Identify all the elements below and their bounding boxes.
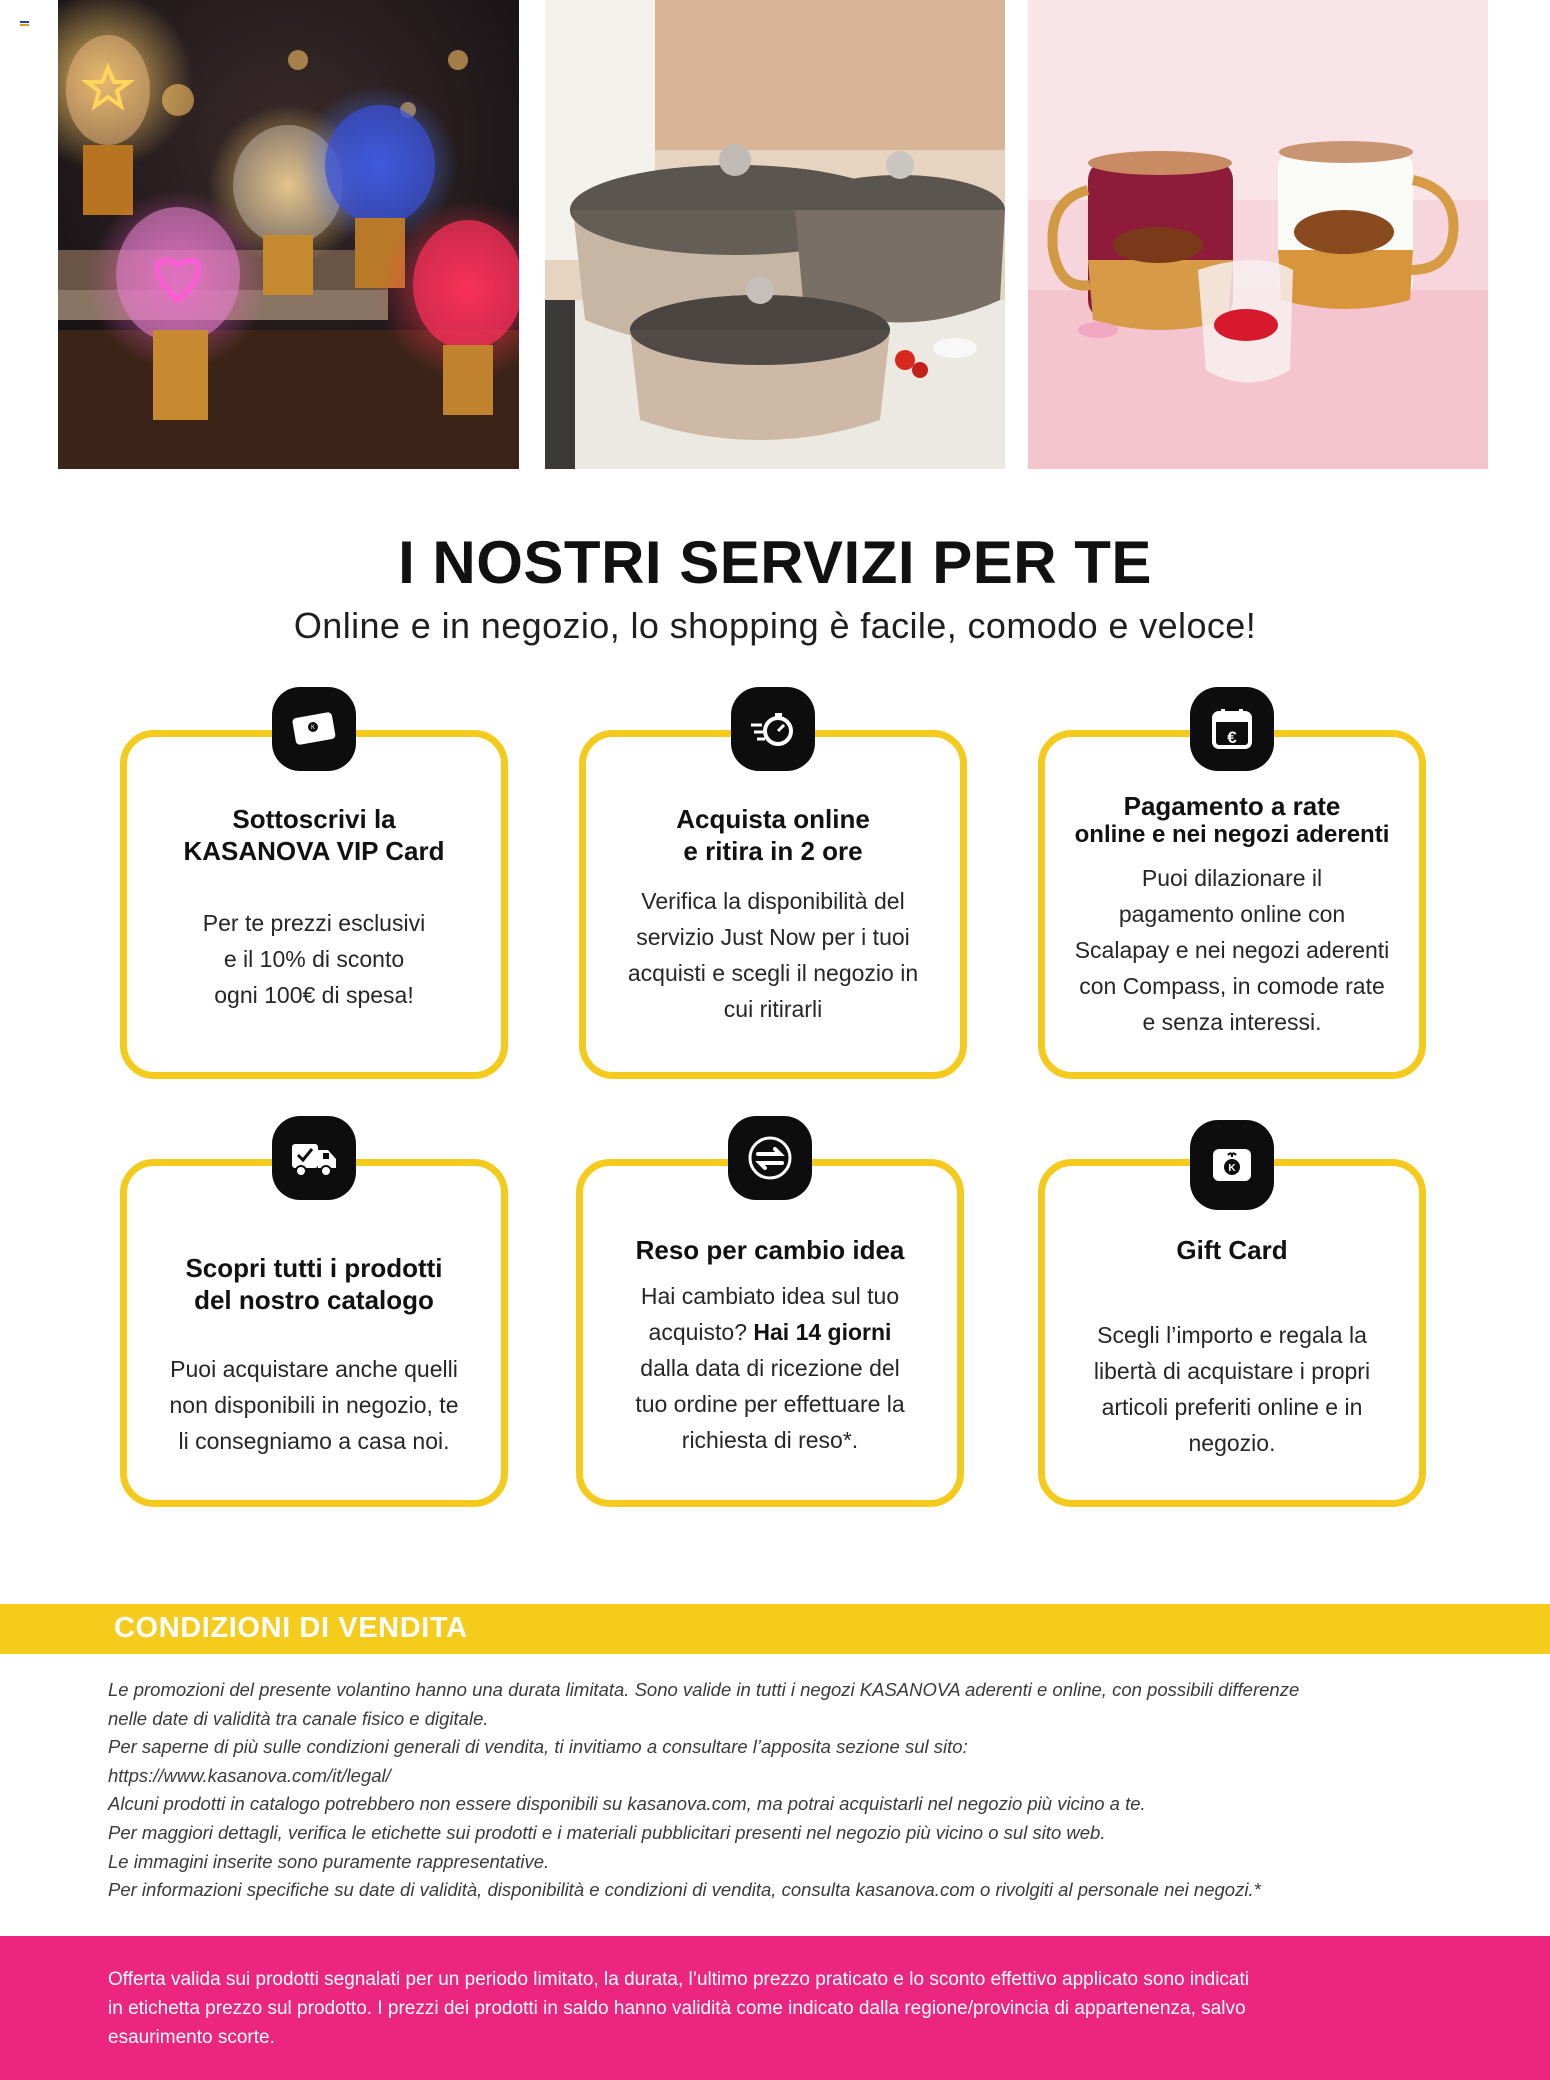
vip-card-icon (272, 687, 356, 771)
conditions-text: Le promozioni del presente volantino hanno una durata limitata. Sono valide in tutti i negozi KASANOVA aderenti e online, con possibili differenze nelle date di validità tra canale fisico e digitale. Per saperne di più sulle condizioni generali di vendita, ti invitiamo a consultare l’apposita sezione sul sito: https://www.kasanova.com/it/legal/ Alcuni prodotti in catalogo potrebbero non essere disponibili su kasanova.com, ma potrai acquistarli nel negozio più vicino a te. Per maggiori dettagli, verifica le etichette sui prodotti e i materiali pubblicitari presenti nel negozio più vicino o sul sito web. Le immagini inserite sono puramente rappresentative. Per informazioni specifiche su date di validità, disponibilità e condizioni di vendita, consulta kasanova.com o rivolgiti al personale nei negozi.* (108, 1676, 1458, 1905)
card-title: Reso per cambio idea (635, 1235, 905, 1265)
card-body: Verifica la disponibilità del servizio Just Now per i tuoi acquisti e scegli il negozio in cui ritirarli (627, 888, 919, 1022)
card-body: Hai cambiato idea sul tuo acquisto? Hai 14 giorni dalla data di ricezione del tuo ordine per effettuare la richiesta di reso*. (635, 1283, 905, 1453)
service-card-returns[interactable] (576, 1159, 964, 1507)
menu-icon[interactable] (20, 21, 29, 27)
conditions-header (0, 1604, 1550, 1654)
footer-text: Offerta valida sui prodotti segnalati per un periodo limitato, la durata, l’ultimo prezzo praticato e lo sconto effettivo applicato sono indicati in etichetta prezzo sul prodotto. I prezzi dei prodotti in saldo hanno validità come indicato dalla regione/provincia di appartenenza, salvo esaurimento scorte. (108, 1969, 1250, 2048)
delivery-truck-icon (272, 1116, 356, 1200)
card-body: Puoi dilazionare il pagamento online con Scalapay e nei negozi aderenti con Compass, in comode rate e senza interessi. (1074, 865, 1390, 1035)
card-title: Scopri tutti i prodotti del nostro catalogo (185, 1253, 443, 1315)
calendar-euro-icon (1190, 687, 1274, 771)
card-body: Scegli l’importo e regala la libertà di acquistare i propri articoli preferiti online e in negozio. (1093, 1322, 1371, 1456)
fast-timer-icon (731, 687, 815, 771)
gift-card-icon (1190, 1120, 1274, 1210)
card-body: Puoi acquistare anche quelli non disponibili in negozio, te li consegniamo a casa noi. (169, 1356, 459, 1454)
cookware-pots-photo (545, 0, 1005, 469)
card-title: Sottoscrivi la KASANOVA VIP Card (183, 804, 445, 866)
offer-footer (0, 1936, 1550, 2080)
service-card-vip[interactable] (120, 725, 508, 1079)
card-title: Pagamento a rate online e nei negozi aderenti (1074, 791, 1390, 848)
svg-text:K: K (1228, 1163, 1236, 1174)
svg-text:€: € (1227, 728, 1237, 747)
services-title: I NOSTRI SERVIZI PER TE (398, 529, 1152, 596)
legal-link[interactable]: https://www.kasanova.com/it/legal/ (108, 1764, 391, 1786)
service-card-catalog[interactable] (120, 1159, 508, 1507)
service-card-installments[interactable] (1038, 730, 1426, 1079)
card-body: Per te prezzi esclusivi e il 10% di sconto ogni 100€ di spesa! (202, 910, 426, 1008)
exchange-arrows-icon (728, 1116, 812, 1200)
service-card-giftcard[interactable] (1038, 1159, 1426, 1507)
svg-text:K: K (310, 725, 316, 731)
lips-mugs-photo (1028, 0, 1488, 469)
neon-bulbs-photo (58, 0, 519, 469)
conditions-title: CONDIZIONI DI VENDITA (114, 1612, 468, 1644)
services-subtitle: Online e in negozio, lo shopping è facile, comodo e veloce! (293, 605, 1257, 646)
card-title: Acquista online e ritira in 2 ore (676, 804, 870, 866)
service-card-pickup[interactable] (579, 730, 967, 1079)
card-title: Gift Card (1176, 1235, 1288, 1265)
